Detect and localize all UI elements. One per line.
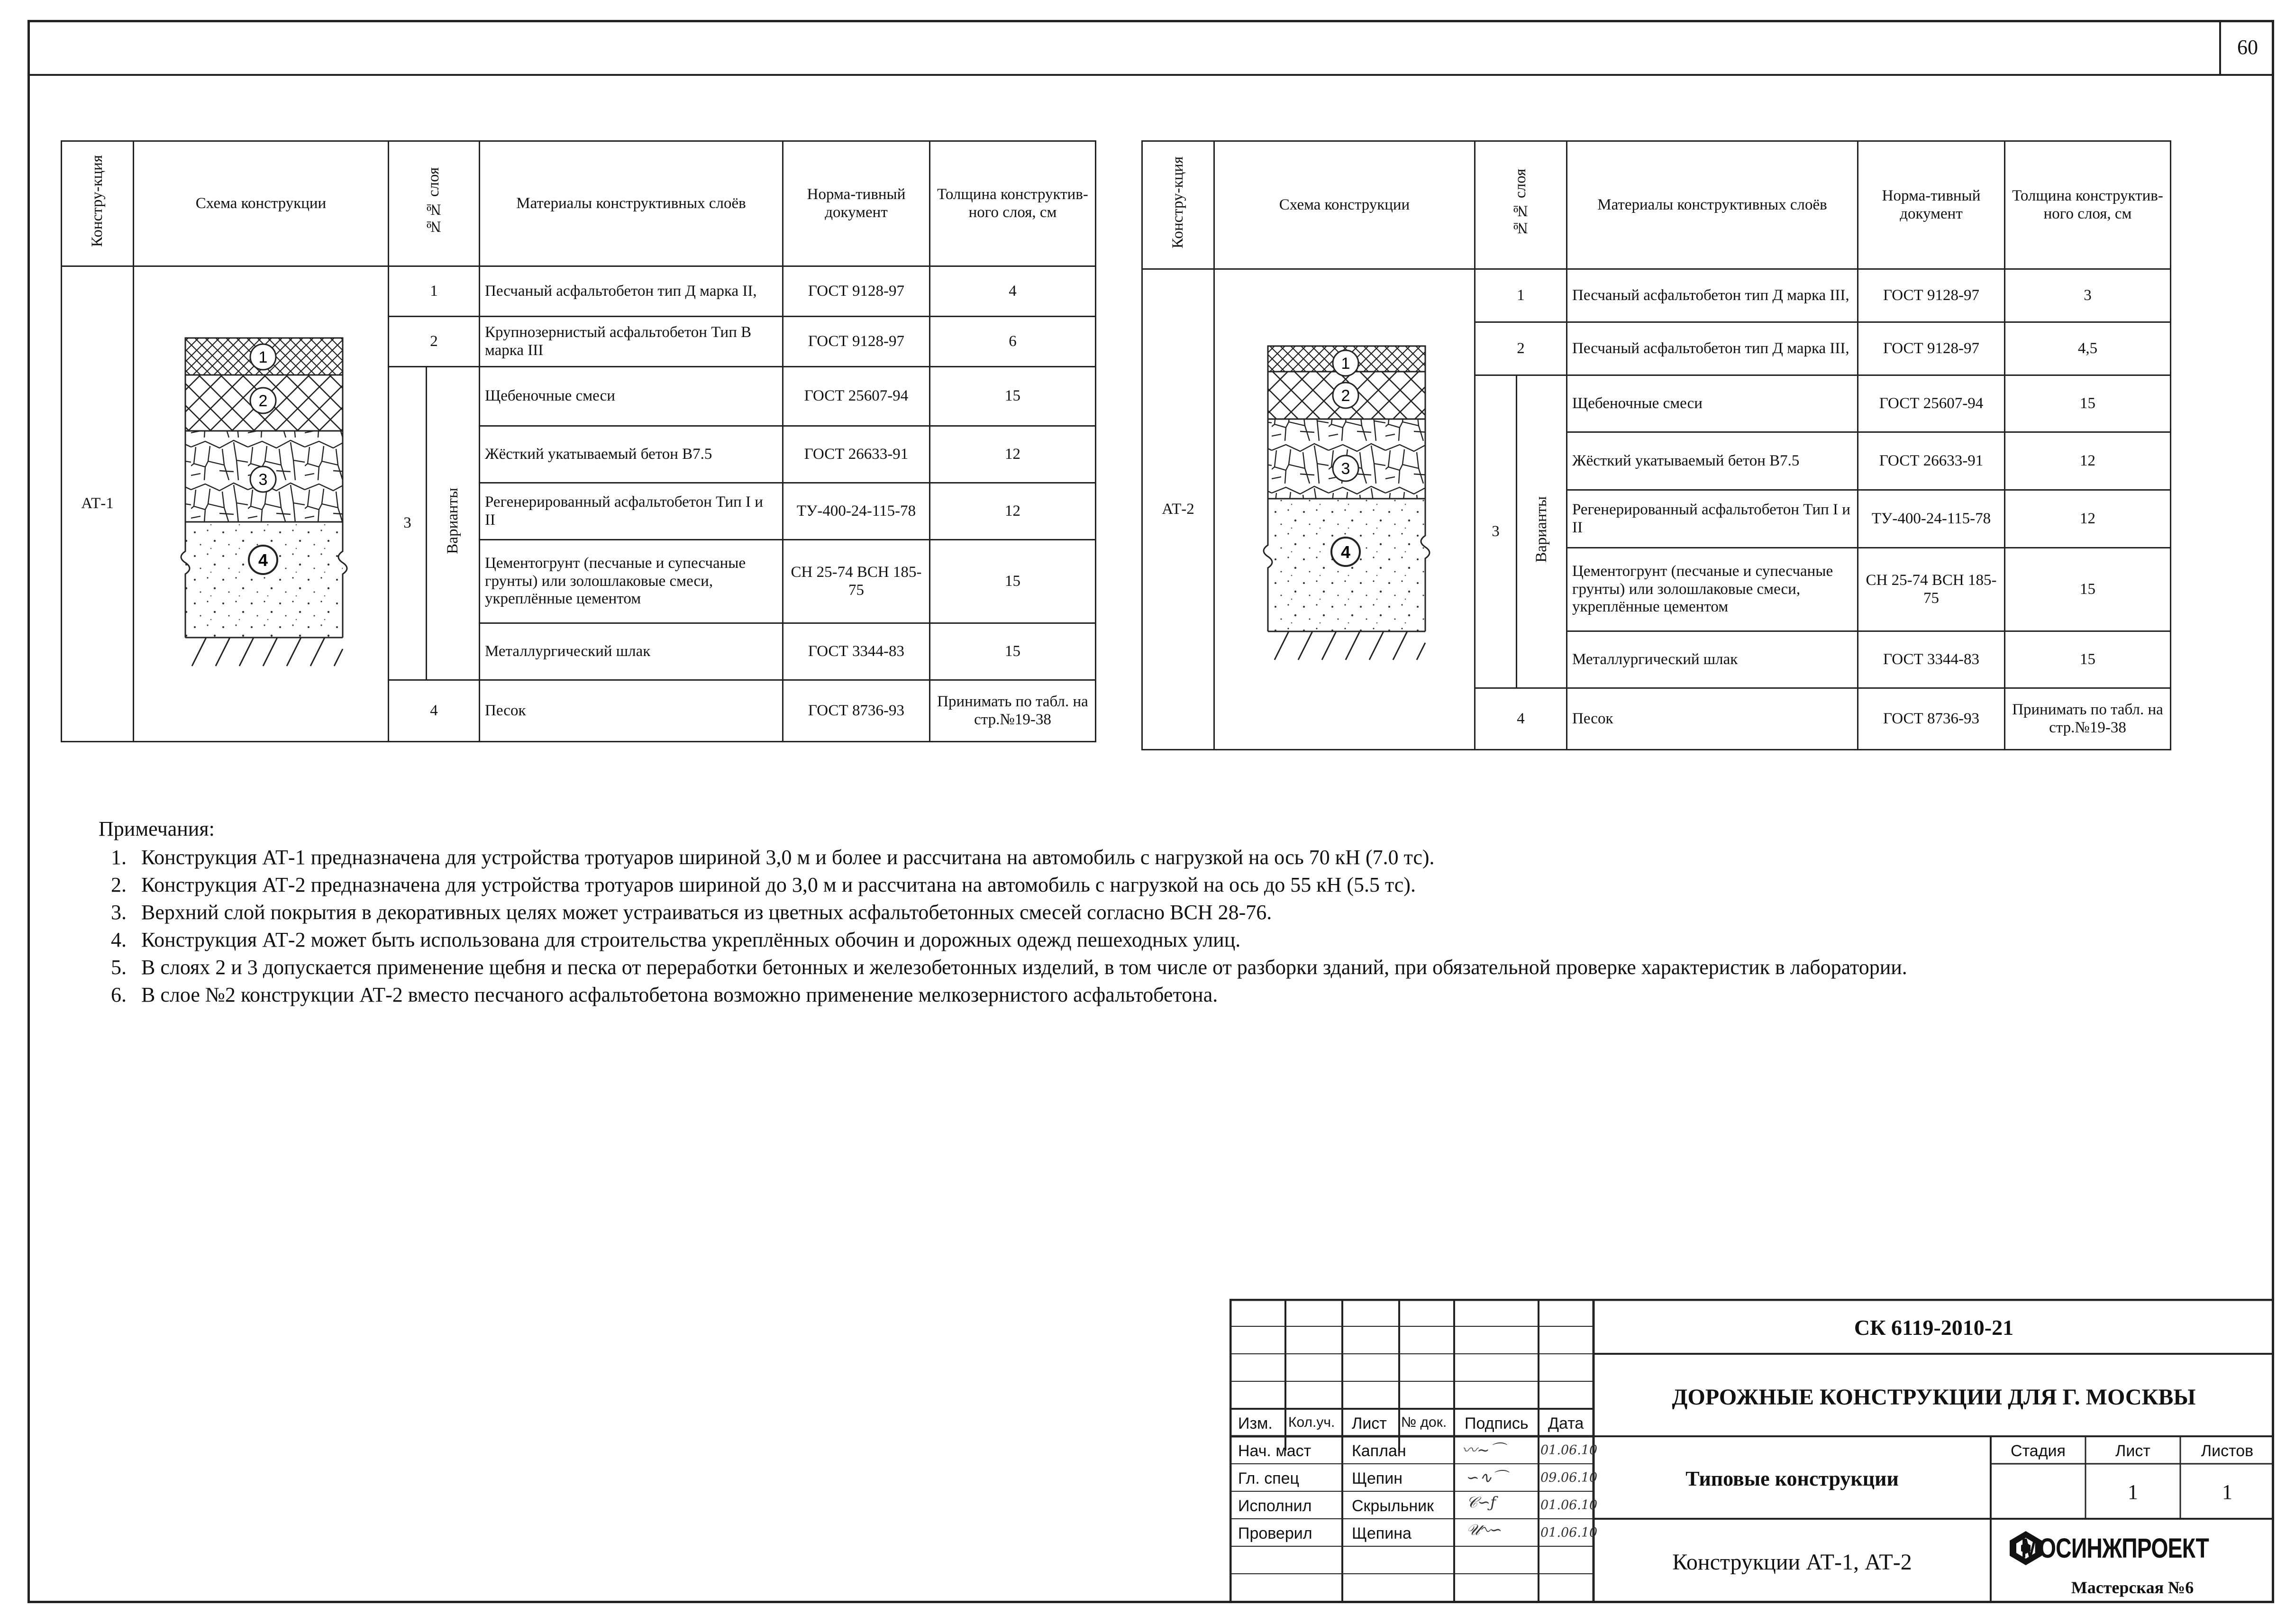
doc-title: ДОРОЖНЫЕ КОНСТРУКЦИИ ДЛЯ Г. МОСКВЫ bbox=[1672, 1385, 2196, 1410]
variant-doc: ГОСТ 25607-94 bbox=[783, 367, 930, 426]
layer-thickness: 4 bbox=[930, 266, 1096, 317]
date-1: 01.06.10 bbox=[1540, 1443, 1598, 1458]
doc-code: СК 6119-2010-21 bbox=[1854, 1315, 2014, 1340]
sheet-name: Конструкции АТ-1, АТ-2 bbox=[1672, 1550, 1912, 1575]
header-schema: Схема конструкции bbox=[134, 141, 389, 266]
construction-schema bbox=[1214, 269, 1475, 750]
signature-1: 〰∼⌒ bbox=[1462, 1441, 1505, 1459]
variant-material: Металлургический шлак bbox=[1567, 631, 1858, 688]
svg-text:1: 1 bbox=[258, 348, 268, 366]
construction-code: АТ-1 bbox=[62, 266, 134, 742]
svg-text:4: 4 bbox=[258, 550, 268, 570]
variant-doc: ГОСТ 25607-94 bbox=[1858, 375, 2005, 432]
header-thickness: Толщина конструктив-ного слоя, см bbox=[2005, 141, 2171, 269]
top-bar bbox=[27, 20, 2274, 76]
variant-doc: ГОСТ 3344-83 bbox=[1858, 631, 2005, 688]
variant-thickness: 15 bbox=[930, 623, 1096, 680]
variant-thickness: 12 bbox=[930, 483, 1096, 540]
col-data: Дата bbox=[1548, 1414, 1584, 1432]
variant-material: Щебеночные смеси bbox=[480, 367, 783, 426]
layer-doc: ГОСТ 9128-97 bbox=[783, 317, 930, 367]
schema-label-2 bbox=[1333, 383, 1358, 408]
svg-text:3: 3 bbox=[1341, 459, 1350, 478]
variant-material: Щебеночные смеси bbox=[1567, 375, 1858, 432]
variant-doc: СН 25-74 ВСН 185-75 bbox=[1858, 548, 2005, 631]
layer-material: Песчаный асфальтобетон тип Д марка III, bbox=[1567, 269, 1858, 322]
layer-thickness: 4,5 bbox=[2005, 322, 2171, 375]
variant-doc: СН 25-74 ВСН 185-75 bbox=[783, 540, 930, 623]
layer-material: Крупнозернистый асфальтобетон Тип В марка III bbox=[480, 317, 783, 367]
name-1: Каплан bbox=[1352, 1442, 1406, 1460]
col-kol: Кол.уч. bbox=[1288, 1414, 1335, 1430]
note-item: 5. В слоях 2 и 3 допускается применение щебня и песка от переработки бетонных и железобетонных изделий, в том числе от разборки зданий, при обязательной проверке характеристик в лаборатории. bbox=[132, 954, 2231, 981]
variant-thickness: 15 bbox=[2005, 375, 2171, 432]
notes-list bbox=[99, 844, 2231, 1009]
note-item: 2. Конструкция АТ-2 предназначена для устройства тротуаров шириной до 3,0 м и рассчитана на автомобиль с нагрузкой на ось до 55 кН (5.5 тс). bbox=[132, 871, 2231, 899]
schema-label-4 bbox=[249, 546, 277, 574]
variant-thickness: 12 bbox=[930, 426, 1096, 483]
header-construction: Констру-кция bbox=[1142, 141, 1214, 269]
header-layer-no: №№ слоя bbox=[389, 141, 480, 266]
svg-text:4: 4 bbox=[1340, 542, 1351, 562]
variant-material: Регенерированный асфальтобетон Тип I и II bbox=[480, 483, 783, 540]
variant-thickness: 15 bbox=[2005, 631, 2171, 688]
layer-no: 3 bbox=[1475, 375, 1517, 688]
role-4: Проверил bbox=[1238, 1524, 1312, 1542]
layer-doc: ГОСТ 9128-97 bbox=[1858, 322, 2005, 375]
notes-title: Примечания: bbox=[99, 817, 215, 840]
layer-no: 1 bbox=[389, 266, 480, 317]
variant-doc: ГОСТ 26633-91 bbox=[783, 426, 930, 483]
layer-no: 1 bbox=[1475, 269, 1567, 322]
schema-label-2 bbox=[250, 388, 276, 413]
col-podpis: Подпись bbox=[1465, 1414, 1529, 1432]
layer-doc: ГОСТ 8736-93 bbox=[1858, 688, 2005, 750]
layer-material: Песчаный асфальтобетон тип Д марка II, bbox=[480, 266, 783, 317]
date-4: 01.06.10 bbox=[1540, 1525, 1598, 1540]
layer-no: 4 bbox=[389, 680, 480, 742]
note-item: 6. В слое №2 конструкции АТ-2 вместо песчаного асфальтобетона возможно применение мелкозернистого асфальтобетона. bbox=[132, 981, 2231, 1009]
name-2: Щепин bbox=[1352, 1469, 1402, 1487]
layer-thickness: Принимать по табл. на стр.№19-38 bbox=[2005, 688, 2171, 750]
col-izm: Изм. bbox=[1238, 1414, 1273, 1432]
construction-code: АТ-2 bbox=[1142, 269, 1214, 750]
schema-label-1 bbox=[250, 344, 276, 370]
svg-text:1: 1 bbox=[1341, 354, 1350, 373]
layer-thickness: 3 bbox=[2005, 269, 2171, 322]
col-ndok: № док. bbox=[1401, 1414, 1447, 1430]
variant-doc: ГОСТ 26633-91 bbox=[1858, 432, 2005, 490]
signature-3: 𝒞∽ƒ bbox=[1466, 1493, 1496, 1511]
layer-no: 4 bbox=[1475, 688, 1567, 750]
schema-label-3 bbox=[1333, 456, 1358, 481]
layer-material: Песок bbox=[1567, 688, 1858, 750]
role-2: Гл. спец bbox=[1238, 1469, 1300, 1487]
variant-thickness: 12 bbox=[2005, 432, 2171, 490]
schema-label-4 bbox=[1331, 538, 1360, 566]
signature-2: ∽∿⌒ bbox=[1466, 1469, 1507, 1487]
variant-doc: ТУ-400-24-115-78 bbox=[1858, 490, 2005, 548]
schema-label-1 bbox=[1333, 350, 1358, 376]
sheets-label: Листов bbox=[2201, 1442, 2254, 1460]
layer-material: Песок bbox=[480, 680, 783, 742]
workshop: Мастерская №6 bbox=[2071, 1578, 2194, 1597]
signature-4: 𝒰∿∽ bbox=[1466, 1521, 1503, 1539]
svg-text:2: 2 bbox=[1341, 386, 1350, 405]
note-item: 3. Верхний слой покрытия в декоративных целях может устраиваться из цветных асфальтобетонных смесей согласно ВСН 28-76. bbox=[132, 899, 2231, 926]
col-list: Лист bbox=[1352, 1414, 1387, 1432]
variant-material: Жёсткий укатываемый бетон В7.5 bbox=[1567, 432, 1858, 490]
variant-thickness: 15 bbox=[930, 367, 1096, 426]
header-materials: Материалы конструктивных слоёв bbox=[480, 141, 783, 266]
header-norm-doc: Норма-тивный документ bbox=[783, 141, 930, 266]
construction-table-at2 bbox=[1141, 140, 2171, 750]
company-name: МОСИНЖПРОЕКТ bbox=[2021, 1533, 2209, 1564]
variant-material: Металлургический шлак bbox=[480, 623, 783, 680]
layer-doc: ГОСТ 8736-93 bbox=[783, 680, 930, 742]
stage-label: Стадия bbox=[2011, 1442, 2066, 1460]
doc-subtitle: Типовые конструкции bbox=[1685, 1467, 1899, 1490]
variants-label: Варианты bbox=[427, 367, 480, 680]
variant-material: Цементогрунт (песчаные и супесчаные грунты) или золошлаковые смеси, укреплённые цементом bbox=[480, 540, 783, 623]
layer-doc: ГОСТ 9128-97 bbox=[1858, 269, 2005, 322]
construction-schema bbox=[134, 266, 389, 742]
notes bbox=[99, 815, 2231, 1009]
svg-text:3: 3 bbox=[258, 471, 268, 489]
header-construction: Констру-кция bbox=[62, 141, 134, 266]
title-block bbox=[1229, 1299, 2274, 1603]
role-3: Исполнил bbox=[1238, 1497, 1312, 1515]
variant-thickness: 12 bbox=[2005, 490, 2171, 548]
sheets-value: 1 bbox=[2222, 1480, 2232, 1504]
variant-doc: ГОСТ 3344-83 bbox=[783, 623, 930, 680]
header-materials: Материалы конструктивных слоёв bbox=[1567, 141, 1858, 269]
schema-label-3 bbox=[250, 466, 276, 492]
layer-no: 3 bbox=[389, 367, 427, 680]
variant-material: Жёсткий укатываемый бетон В7.5 bbox=[480, 426, 783, 483]
variant-doc: ТУ-400-24-115-78 bbox=[783, 483, 930, 540]
layer-thickness: 6 bbox=[930, 317, 1096, 367]
variant-material: Регенерированный асфальтобетон Тип I и II bbox=[1567, 490, 1858, 548]
layer-thickness: Принимать по табл. на стр.№19-38 bbox=[930, 680, 1096, 742]
variant-material: Цементогрунт (песчаные и супесчаные грунты) или золошлаковые смеси, укреплённые цементом bbox=[1567, 548, 1858, 631]
sheet-value: 1 bbox=[2128, 1480, 2138, 1504]
svg-text:2: 2 bbox=[258, 392, 268, 410]
layer-material: Песчаный асфальтобетон тип Д марка III, bbox=[1567, 322, 1858, 375]
date-2: 09.06.10 bbox=[1540, 1470, 1598, 1485]
layer-no: 2 bbox=[1475, 322, 1567, 375]
header-schema: Схема конструкции bbox=[1214, 141, 1475, 269]
variants-label: Варианты bbox=[1517, 375, 1567, 688]
header-layer-no: №№ слоя bbox=[1475, 141, 1567, 269]
variant-thickness: 15 bbox=[2005, 548, 2171, 631]
layer-no: 2 bbox=[389, 317, 480, 367]
role-1: Нач. маст bbox=[1238, 1442, 1311, 1460]
note-item: 4. Конструкция АТ-2 может быть использована для строительства укреплённых обочин и дорожных одежд пешеходных улиц. bbox=[132, 926, 2231, 954]
layer-doc: ГОСТ 9128-97 bbox=[783, 266, 930, 317]
sheet-label: Лист bbox=[2115, 1442, 2150, 1460]
variant-thickness: 15 bbox=[930, 540, 1096, 623]
header-thickness: Толщина конструктив-ного слоя, см bbox=[930, 141, 1096, 266]
header-norm-doc: Норма-тивный документ bbox=[1858, 141, 2005, 269]
construction-table-at1 bbox=[61, 140, 1096, 742]
date-3: 01.06.10 bbox=[1540, 1498, 1598, 1513]
note-item: 1. Конструкция АТ-1 предназначена для устройства тротуаров шириной 3,0 м и более и рассчитана на автомобиль с нагрузкой на ось 70 кН (7.0 тс). bbox=[132, 844, 2231, 871]
name-3: Скрыльник bbox=[1352, 1497, 1434, 1515]
name-4: Щепина bbox=[1352, 1524, 1412, 1542]
company-logo bbox=[2007, 1529, 2263, 1567]
page-number: 60 bbox=[2219, 20, 2274, 74]
